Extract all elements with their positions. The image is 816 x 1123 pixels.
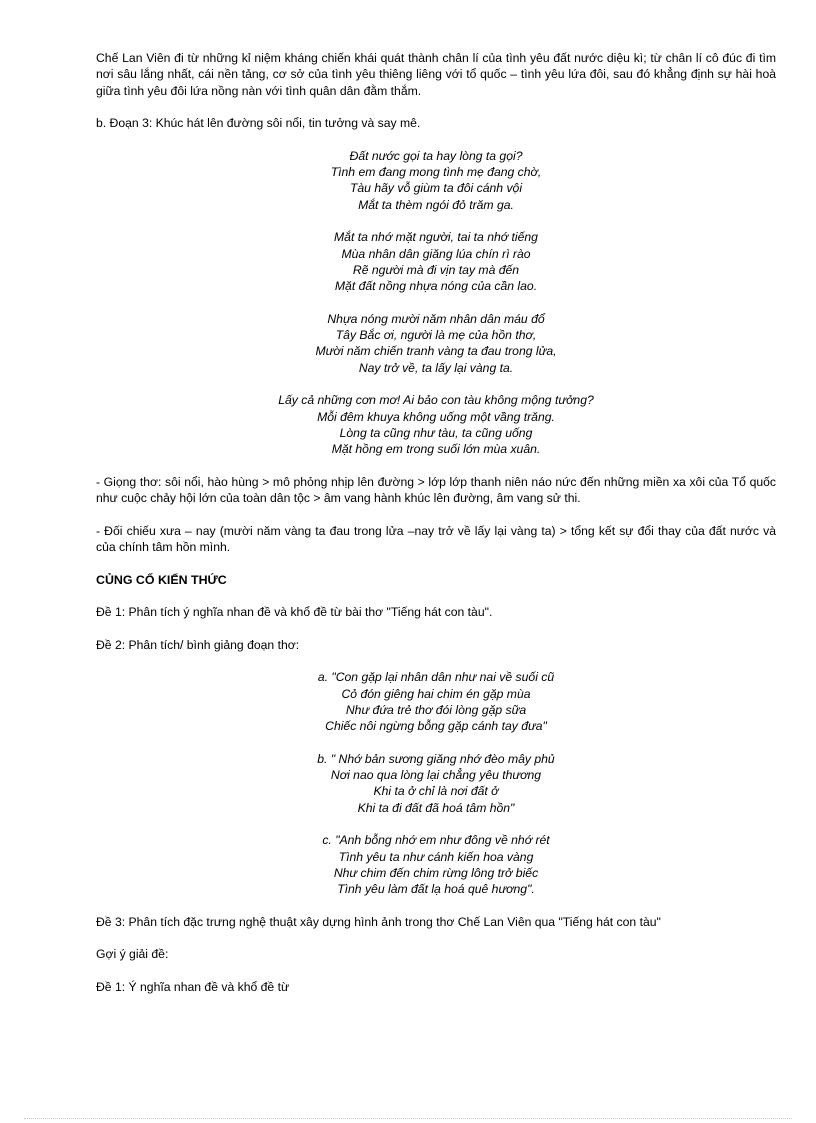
poem-line: Khi ta ở chỉ là nơi đất ở bbox=[373, 784, 499, 799]
poem-line: Tình em đang mong tình mẹ đang chờ, bbox=[330, 165, 542, 180]
analysis-contrast: - Đối chiếu xưa – nay (mười năm vàng ta đau trong lửa –nay trở về lấy lại vàng ta) > tổng kết sự đổi thay của đất nước và của chính tâm hồn mình. bbox=[96, 523, 776, 554]
exercise-2: Đề 2: Phân tích/ bình giảng đoạn thơ: bbox=[96, 637, 300, 652]
analysis-voice: - Giọng thơ: sôi nổi, hào hùng > mô phỏng nhịp lên đường > lớp lớp thanh niên náo nức đến những miền xa xôi của Tổ quốc như cuộc chảy hội lớn của toàn dân tộc > âm vang hành khúc lên đường, âm vang sử thi. bbox=[96, 474, 776, 506]
poem-line: Mặt đất nồng nhựa nóng của cần lao. bbox=[334, 279, 538, 294]
poem-line: Nay trở về, ta lấy lại vàng ta. bbox=[358, 360, 514, 375]
poem-stanza-3 bbox=[96, 311, 776, 376]
poem-line: Mắt ta thèm ngói đỏ trăm ga. bbox=[358, 197, 514, 212]
poem-line: Mùa nhân dân giăng lúa chín rì rào bbox=[341, 246, 531, 261]
exercise-2-stanza-c bbox=[96, 832, 776, 897]
poem-line: b. " Nhớ bản sương giăng nhớ đèo mây phủ bbox=[317, 751, 555, 766]
poem-line: Mắt ta nhớ mặt người, tai ta nhớ tiếng bbox=[334, 230, 538, 245]
poem-line: c. "Anh bỗng nhớ em như đông về nhớ rét bbox=[322, 833, 550, 848]
poem-line: Như đứa trẻ thơ đói lòng gặp sữa bbox=[345, 702, 527, 717]
poem-line: Tây Bắc ơi, người là mẹ của hồn thơ, bbox=[335, 328, 537, 343]
poem-stanza-4 bbox=[96, 392, 776, 457]
poem-line: Chiếc nôi ngừng bỗng gặp cánh tay đưa" bbox=[325, 719, 547, 734]
poem-line: Mười năm chiến tranh vàng ta đau trong lửa, bbox=[315, 344, 557, 359]
poem-line: Đất nước gọi ta hay lòng ta gọi? bbox=[349, 148, 523, 163]
poem-line: Lấy cả những cơn mơ! Ai bảo con tàu không mộng tưởng? bbox=[278, 393, 594, 408]
poem-line: Nơi nao qua lòng lại chẳng yêu thương bbox=[330, 768, 542, 783]
poem-stanza-1 bbox=[96, 148, 776, 213]
document-page bbox=[96, 50, 776, 995]
poem-line: Lòng ta cũng như tàu, ta cũng uống bbox=[339, 425, 533, 440]
hint-heading: Gợi ý giải đề: bbox=[96, 947, 169, 962]
poem-line: Như chim đến chim rừng lông trở biếc bbox=[333, 865, 539, 880]
intro-paragraph: Chế Lan Viên đi từ những kỉ niệm kháng chiến khái quát thành chân lí của tình yêu đất nước diệu kì; từ chân lí cô đúc đi tìm nơi sâu lắng nhất, cái nền tảng, cơ sở của tình yêu thiêng liêng với tổ quốc – tình yêu lứa đôi, sau đó khẳng định sự hài hoà giữa tình yêu đôi lứa nồng nàn với tình quân dân đằm thắm. bbox=[96, 51, 776, 98]
poem-line: Tình yêu ta như cánh kiến hoa vàng bbox=[338, 849, 534, 864]
poem-line: Tàu hãy vỗ giùm ta đôi cánh vội bbox=[349, 181, 523, 196]
poem-line: Tình yêu làm đất lạ hoá quê hương". bbox=[337, 882, 535, 897]
exercise-2-stanza-a bbox=[96, 669, 776, 734]
section-b-heading: b. Đoạn 3: Khúc hát lên đường sôi nổi, tin tưởng và say mê. bbox=[96, 116, 421, 131]
poem-line: Rẽ người mà đi vịn tay mà đến bbox=[352, 262, 520, 277]
poem-line: a. "Con gặp lại nhân dân như nai về suối cũ bbox=[317, 670, 555, 685]
poem-line: Cỏ đón giêng hai chim én gặp mùa bbox=[341, 686, 531, 701]
exercise-1: Đề 1: Phân tích ý nghĩa nhan đề và khổ đề từ bài thơ "Tiếng hát con tàu". bbox=[96, 605, 493, 620]
page-bottom-rule bbox=[24, 1118, 792, 1119]
exercise-1-answer-heading: Đề 1: Ý nghĩa nhan đề và khổ đề từ bbox=[96, 979, 290, 994]
poem-line: Mặt hồng em trong suối lớn mùa xuân. bbox=[331, 442, 541, 457]
exercise-3: Đề 3: Phân tích đặc trưng nghệ thuật xây dựng hình ảnh trong thơ Chế Lan Viên qua "Tiếng hát con tàu" bbox=[96, 914, 661, 929]
exercise-2-stanza-b bbox=[96, 751, 776, 816]
poem-stanza-2 bbox=[96, 229, 776, 294]
poem-line: Khi ta đi đất đã hoá tâm hồn" bbox=[357, 800, 515, 815]
poem-line: Mỗi đêm khuya không uống một vầng trăng. bbox=[317, 409, 555, 424]
section-heading: CỦNG CỐ KIẾN THỨC bbox=[96, 572, 227, 587]
poem-line: Nhựa nóng mười năm nhân dân máu đổ bbox=[327, 311, 545, 326]
